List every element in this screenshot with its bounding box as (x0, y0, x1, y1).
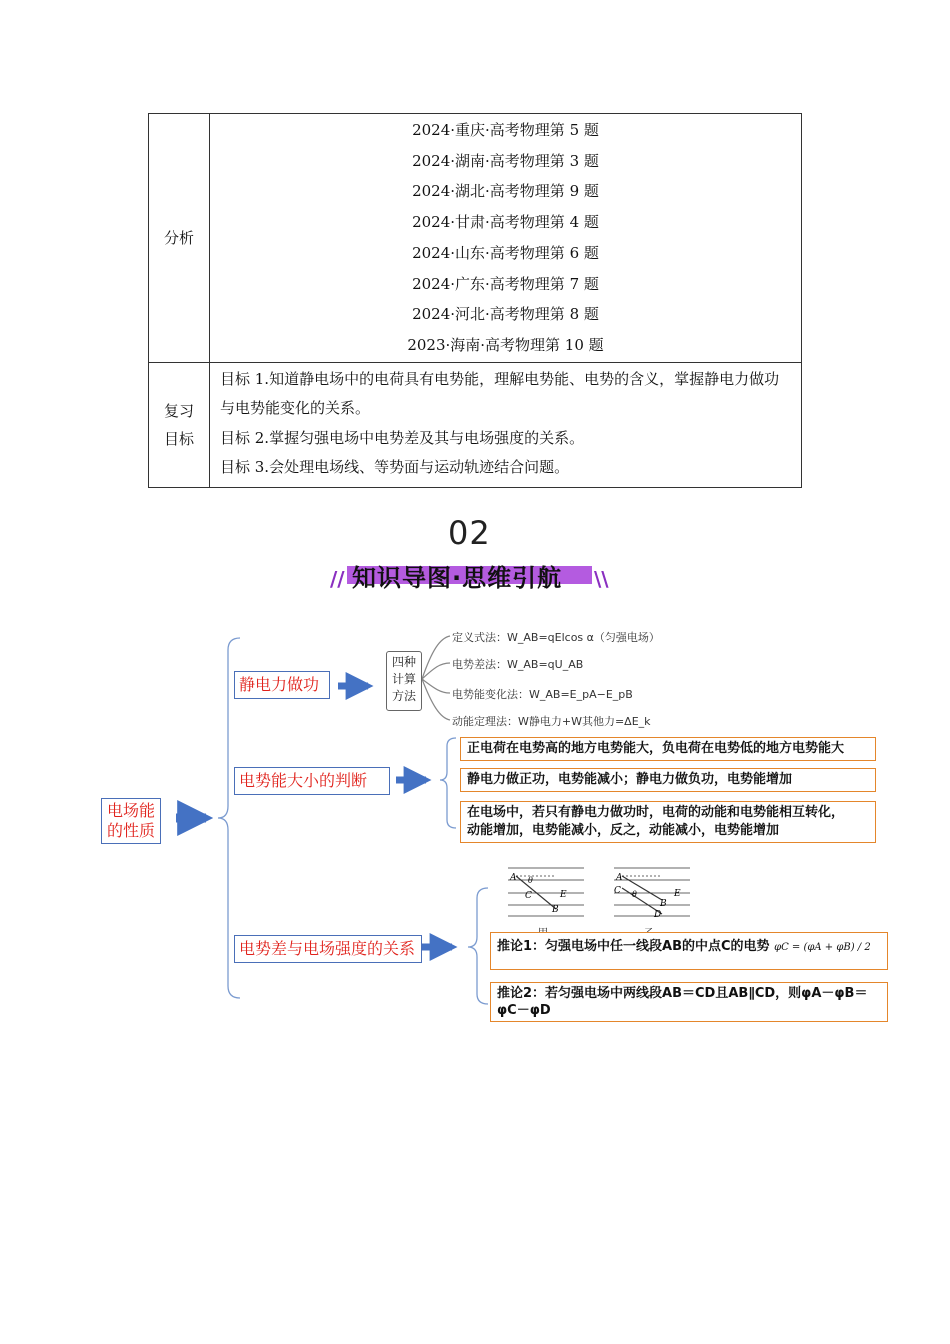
calc-curves (422, 636, 450, 720)
exam-item: 2024·湖南·高考物理第 3 题 (412, 151, 599, 170)
section-title: 知识导图·思维引航 (352, 564, 563, 592)
calc-line: 计算 (391, 672, 416, 686)
goal-item: 目标 3.会处理电场线、等势面与运动轨迹结合问题。 (220, 458, 570, 477)
branch-work-by-field: 静电力做功 (234, 671, 330, 699)
section-number-text: 02 (448, 514, 491, 552)
point-box (460, 801, 876, 843)
point-box: 正电荷在电势高的地方电势能大，负电荷在电势低的地方电势能大 (460, 737, 876, 761)
fig-jia-label-a: A (510, 873, 517, 883)
slash-decoration-right: \\ (594, 567, 609, 591)
exam-item: 2024·山东·高考物理第 6 题 (412, 243, 599, 262)
fig-jia-label-c: C (525, 891, 532, 901)
slash-decoration-left: // (330, 567, 345, 591)
exam-item: 2024·湖北·高考物理第 9 题 (412, 182, 599, 201)
point-line: 动能增加，电势能减小，反之，动能减小，电势能增加 (467, 823, 780, 838)
goals-label-line: 目标 (163, 429, 194, 448)
inference-1 (490, 932, 888, 970)
fig-yi-label-b: B (660, 899, 667, 909)
branch-potential-energy-judgement: 电势能大小的判断 (234, 767, 390, 795)
method-potential-energy-change: 电势能变化法：W_AB=E_pA−E_pB (452, 688, 633, 701)
calc-line: 方法 (391, 689, 416, 703)
goal-item: 目标 1.知道静电场中的电荷具有电势能，理解电势能、电势的含义，掌握静电力做功与电势能变化的关系。 (220, 369, 780, 418)
inference-1-formula: φC = (φA + φB) / 2 (774, 942, 871, 953)
fig-yi-label-e: E (674, 889, 681, 899)
exam-item: 2023·海南·高考物理第 10 题 (407, 335, 604, 354)
point-box: 静电力做正功，电势能减小；静电力做负功，电势能增加 (460, 768, 876, 792)
exam-item: 2024·河北·高考物理第 8 题 (412, 305, 599, 324)
fig-yi-label-theta: θ (632, 890, 637, 899)
inference-2: 推论2：若匀强电场中两线段AB＝CD且AB∥CD，则φA－φB＝φC－φD (490, 982, 888, 1022)
method-kinetic-energy-theorem: 动能定理法：W静电力+W其他力=ΔE_k (452, 715, 651, 728)
calc-methods-box (386, 651, 422, 711)
branch-potential-field-relation: 电势差与电场强度的关系 (234, 935, 422, 963)
point-line: 在电场中，若只有静电力做功时，电荷的动能和电势能相互转化， (467, 805, 845, 820)
fig-jia-label-theta: θ (528, 876, 533, 885)
exam-item: 2024·重庆·高考物理第 5 题 (412, 121, 599, 139)
fig-yi-label-d: D (654, 910, 662, 920)
goal-item: 目标 2.掌握匀强电场中电势差及其与电场强度的关系。 (220, 428, 585, 447)
analysis-label: 分析 (149, 114, 210, 363)
exam-item: 2024·甘肃·高考物理第 4 题 (412, 213, 599, 232)
goals-label-line: 复习 (163, 401, 194, 420)
branch3-bracket (468, 888, 488, 1004)
figure-jia (508, 868, 584, 916)
fig-jia-label-b: B (552, 905, 559, 915)
root-line: 的性质 (106, 821, 155, 840)
branch2-bracket (440, 738, 456, 828)
method-definition: 定义式法：W_AB=qElcos α（匀强电场） (452, 631, 660, 644)
fig-yi-label-c: C (614, 886, 621, 896)
calc-line: 四种 (391, 655, 416, 669)
inference-1-text: 推论1：匀强电场中任一线段AB的中点C的电势 (497, 939, 770, 954)
exam-item: 2024·广东·高考物理第 7 题 (412, 274, 599, 293)
fig-jia-label-e: E (560, 890, 567, 900)
mindmap-root (101, 798, 161, 844)
method-potential-difference: 电势差法：W_AB=qU_AB (452, 658, 584, 671)
root-line: 电场能 (106, 801, 155, 820)
fig-yi-label-a: A (616, 873, 623, 883)
